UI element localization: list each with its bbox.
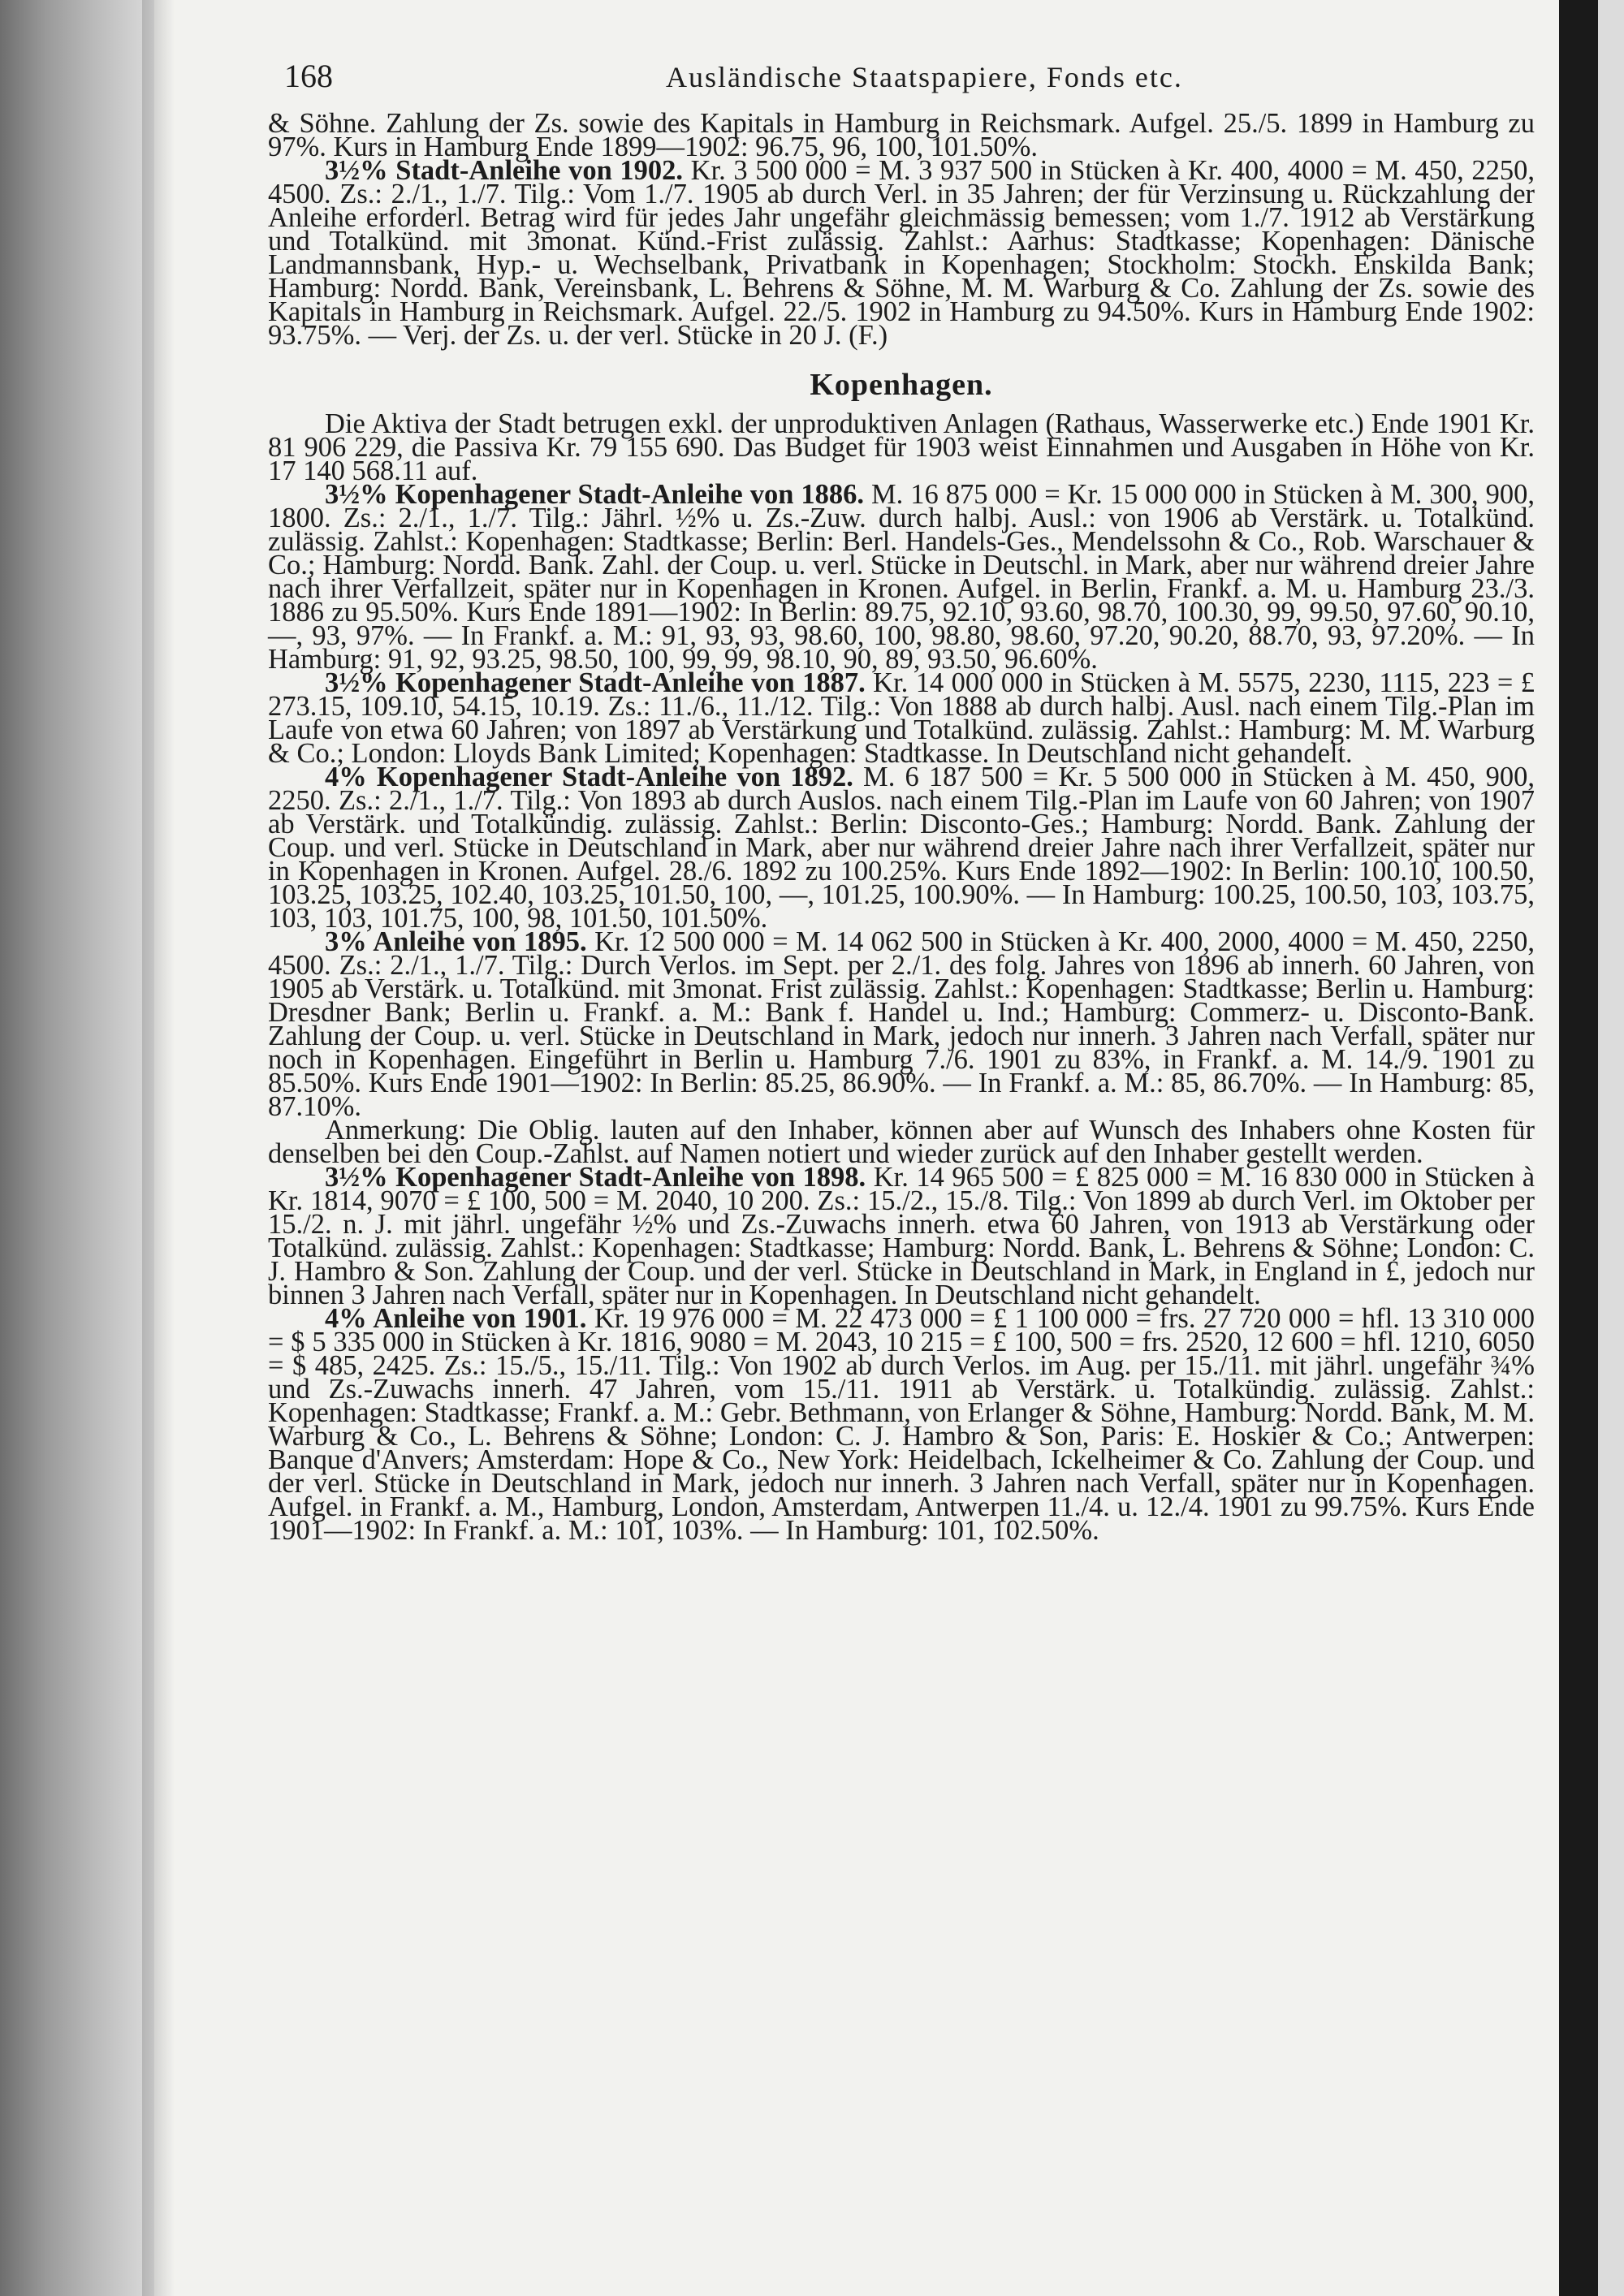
entry-continuation [268,108,1535,162]
entry-heading: 3½% Kopenhagener Stadt-Anleihe von 1898. [325,1162,866,1193]
entry-heading: 3½% Kopenhagener Stadt-Anleihe von 1886. [325,479,865,510]
entry-text: Kr. 14 965 500 = £ 825 000 = M. 16 830 000 in Stücken à Kr. 1814, 9070 = £ 100, 500 = M. 2040, 10 200. Zs.: 15./2., 15./8. Tilg.: Von 1899 ab durch Verl. im Oktober per 15./2. n. J. mit jährl. ungefähr ½% und Zs.-Zuwachs innerh. etwa 60 Jahren, von 1913 ab Verstärkung oder Totalkünd. zulässig. Zahlst.: Kopenhagen: Stadtkasse; Hamburg: Nordd. Bank, L. Behrens & Söhne; London: C. J. Hambro & Son. Zahlung der Coup. und der verl. Stücke in Deutschland in Mark, in England in £, jedoch nur binnen 3 Jahren nach Verfall, später nur in Kopenhagen. In Deutschland nicht gehandelt. [268,1162,1535,1310]
entry-heading: 3½% Kopenhagener Stadt-Anleihe von 1887. [325,667,866,698]
entry-heading: 3% Anleihe von 1895. [325,926,587,957]
entry-anleihe-1892 [268,762,1535,934]
entry-heading: 3½% Stadt-Anleihe von 1902. [325,155,684,186]
page-content [268,49,1535,1546]
entry-text: M. 6 187 500 = Kr. 5 500 000 in Stücken à M. 450, 900, 2250. Zs.: 2./1., 1./7. Tilg.: Von 1893 ab durch Auslos. nach einem Tilg.-Plan im Laufe von 60 Jahren; von 1907 ab Verstärk. und Totalkündig. zulässig. Zahlst.: Berlin: Disconto-Ges.; Hamburg: Nordd. Bank. Zahlung der Coup. und verl. Stücke in Deutschland in Mark, aber nur während dreier Jahre nach ihrer Verfallzeit, später nur in Kopenhagen in Kronen. Aufgel. 28./6. 1892 zu 100.25%. Kurs Ende 1892—1902: In Berlin: 100.10, 100.50, 103.25, 103.25, 102.40, 103.25, 101.50, 100, —, 101.25, 100.90%. — In Hamburg: 100.25, 100.50, 103, 103.75, 103, 103, 101.75, 100, 98, 101.50, 101.50%. [268,762,1535,934]
entry-anleihe-1887 [268,667,1535,769]
entry-text: Kr. 12 500 000 = M. 14 062 500 in Stücken à Kr. 400, 2000, 4000 = M. 450, 2250, 4500. Zs.: 2./1., 1./7. Tilg.: Durch Verlos. im Sept. per 2./1. des folg. Jahres von 1896 ab innerh. 60 Jahren, von 1905 ab Verstärk. u. Totalkünd. mit 3monat. Frist zulässig. Zahlst.: Kopenhagen: Stadtkasse; Berlin u. Hamburg: Dresdner Bank; Berlin u. Frankf. a. M.: Bank f. Handel u. Ind.; Hamburg: Commerz- u. Disconto-Bank. Zahlung der Coup. u. verl. Stücke in Deutschland in Mark, jedoch nur innerh. 3 Jahren nach Verfall, später nur noch in Kopenhagen. Eingeführt in Berlin u. Hamburg 7./6. 1901 zu 83%, in Frankf. a. M. 14./9. 1901 zu 85.50%. Kurs Ende 1901—1902: In Berlin: 85.25, 86.90%. — In Frankf. a. M.: 85, 86.70%. — In Hamburg: 85, 87.10%. [268,926,1535,1122]
city-finances-paragraph [268,408,1535,486]
entry-anleihe-1886 [268,479,1535,675]
entry-text: M. 16 875 000 = Kr. 15 000 000 in Stücken à M. 300, 900, 1800. Zs.: 2./1., 1./7. Tilg.: Jährl. ½% u. Zs.-Zuw. durch halbj. Ausl.: von 1906 ab Verstärk. u. Totalkünd. zulässig. Zahlst.: Kopenhagen: Stadtkasse; Berlin: Berl. Handels-Ges., Mendelssohn & Co., Rob. Warschauer & Co.; Hamburg: Nordd. Bank. Zahl. der Coup. u. verl. Stücke in Deutschl. in Mark, aber nur während dreier Jahre nach ihrer Verfallzeit, später nur in Kopenhagen in Kronen. Aufgel. in Berlin, Frankf. a. M. u. Hamburg 23./3. 1886 zu 95.50%. Kurs Ende 1891—1902: In Berlin: 89.75, 92.10, 93.60, 98.70, 100.30, 99, 99.50, 97.60, 90.10, —, 93, 97%. — In Frankf. a. M.: 91, 93, 93, 98.60, 100, 98.80, 98.60, 97.20, 90.20, 88.70, 93, 97.20%. — In Hamburg: 91, 92, 93.25, 98.50, 100, 99, 99, 98.10, 90, 89, 93.50, 96.60%. [268,479,1535,675]
entry-text: Anmerkung: Die Oblig. lauten auf den Inhaber, können aber auf Wunsch des Inhabers ohne Kosten für denselben bei den Coup.-Zahlst. auf Namen notiert und wieder zurück auf den Inhaber gestellt werden. [268,1115,1535,1169]
entry-anleihe-1901 [268,1303,1535,1546]
entry-heading: 4% Kopenhagener Stadt-Anleihe von 1892. [325,762,853,792]
section-heading: Kopenhagen. [810,368,993,402]
note-paragraph [268,1115,1535,1169]
book-spine-shadow [0,0,154,2296]
entry-heading: 4% Anleihe von 1901. [325,1303,587,1334]
entry-text: Die Aktiva der Stadt betrugen exkl. der unproduktiven Anlagen (Rathaus, Wasserwerke etc.) Ende 1901 Kr. 81 906 229, die Passiva Kr. 79 155 690. Das Budget für 1903 weist Einnahmen und Ausgaben in Höhe von Kr. 17 140 568.11 auf. [268,408,1535,486]
gutter-shadow [142,0,175,2296]
running-title: Ausländische Staatspapiere, Fonds etc. [666,61,1183,93]
page-number: 168 [284,58,333,94]
entry-anleihe-1895 [268,926,1535,1122]
entry-text: Kr. 19 976 000 = M. 22 473 000 = £ 1 100 000 = frs. 27 720 000 = hfl. 13 310 000 = $ 5 335 000 in Stücken à Kr. 1816, 9080 = M. 2043, 10 215 = £ 100, 500 = frs. 2520, 12 600 = hfl. 1210, 6050 = $ 485, 2425. Zs.: 15./5., 15./11. Tilg.: Von 1902 ab durch Verlos. im Aug. per 15./11. mit jährl. ungefähr ¾% und Zs.-Zuwachs innerh. 47 Jahren, vom 15./11. 1911 ab Verstärk. u. Totalkündig. zulässig. Zahlst.: Kopenhagen: Stadtkasse; Frankf. a. M.: Gebr. Bethmann, von Erlanger & Söhne, Hamburg: Nordd. Bank, M. M. Warburg & Co., L. Behrens & Söhne; London: C. J. Hambro & Son, Paris: E. Hoskier & Co.; Antwerpen: Banque d'Anvers; Amsterdam: Hope & Co., New York: Heidelbach, Ickelheimer & Co. Zahlung der Coup. und der verl. Stücke in Deutschland in Mark, jedoch nur innerh. 3 Jahren nach Verfall, später nur in Kopenhagen. Aufgel. in Frankf. a. M., Hamburg, London, Amsterdam, Antwerpen 11./4. u. 12./4. 1901 zu 99.75%. Kurs Ende 1901—1902: In Frankf. a. M.: 101, 103%. — In Hamburg: 101, 102.50%. [268,1303,1535,1546]
entry-text: & Söhne. Zahlung der Zs. sowie des Kapitals in Hamburg in Reichsmark. Aufgel. 25./5. 1899 in Hamburg zu 97%. Kurs in Hamburg Ende 1899—1902: 96.75, 96, 100, 101.50%. [268,108,1535,162]
entry-anleihe-1898 [268,1162,1535,1310]
page-header [268,49,1535,106]
entry-text: Kr. 3 500 000 = M. 3 937 500 in Stücken à Kr. 400, 4000 = M. 450, 2250, 4500. Zs.: 2./1., 1./7. Tilg.: Vom 1./7. 1905 ab durch Verl. in 35 Jahren; der für Verzinsung u. Rückzahlung der Anleihe erforderl. Betrag wird für jedes Jahr ungefähr gleichmässig bemessen; vom 1./7. 1912 ab Verstärkung und Totalkünd. mit 3monat. Künd.-Frist zulässig. Zahlst.: Aarhus: Stadtkasse; Kopenhagen: Dänische Landmannsbank, Hyp.- u. Wechselbank, Privatbank in Kopenhagen; Stockholm: Stockh. Enskilda Bank; Hamburg: Nordd. Bank, Vereinsbank, L. Behrens & Söhne, M. M. Warburg & Co. Zahlung der Zs. sowie des Kapitals in Hamburg in Reichsmark. Aufgel. 22./5. 1902 in Hamburg zu 94.50%. Kurs in Hamburg Ende 1902: 93.75%. — Verj. der Zs. u. der verl. Stücke in 20 J. (F.) [268,155,1535,351]
entry-stadt-anleihe-1902 [268,155,1535,351]
entry-text: Kr. 14 000 000 in Stücken à M. 5575, 2230, 1115, 223 = £ 273.15, 109.10, 54.15, 10.19. Zs.: 11./6., 11./12. Tilg.: Von 1888 ab durch halbj. Ausl. nach einem Tilg.-Plan im Laufe von etwa 60 Jahren; von 1897 ab Verstärkung und Totalkünd. zulässig. Zahlst.: Hamburg: M. M. Warburg & Co.; London: Lloyds Bank Limited; Kopenhagen: Stadtkasse. In Deutschland nicht gehandelt. [268,667,1535,769]
adjacent-page-strip [1598,0,1624,2296]
